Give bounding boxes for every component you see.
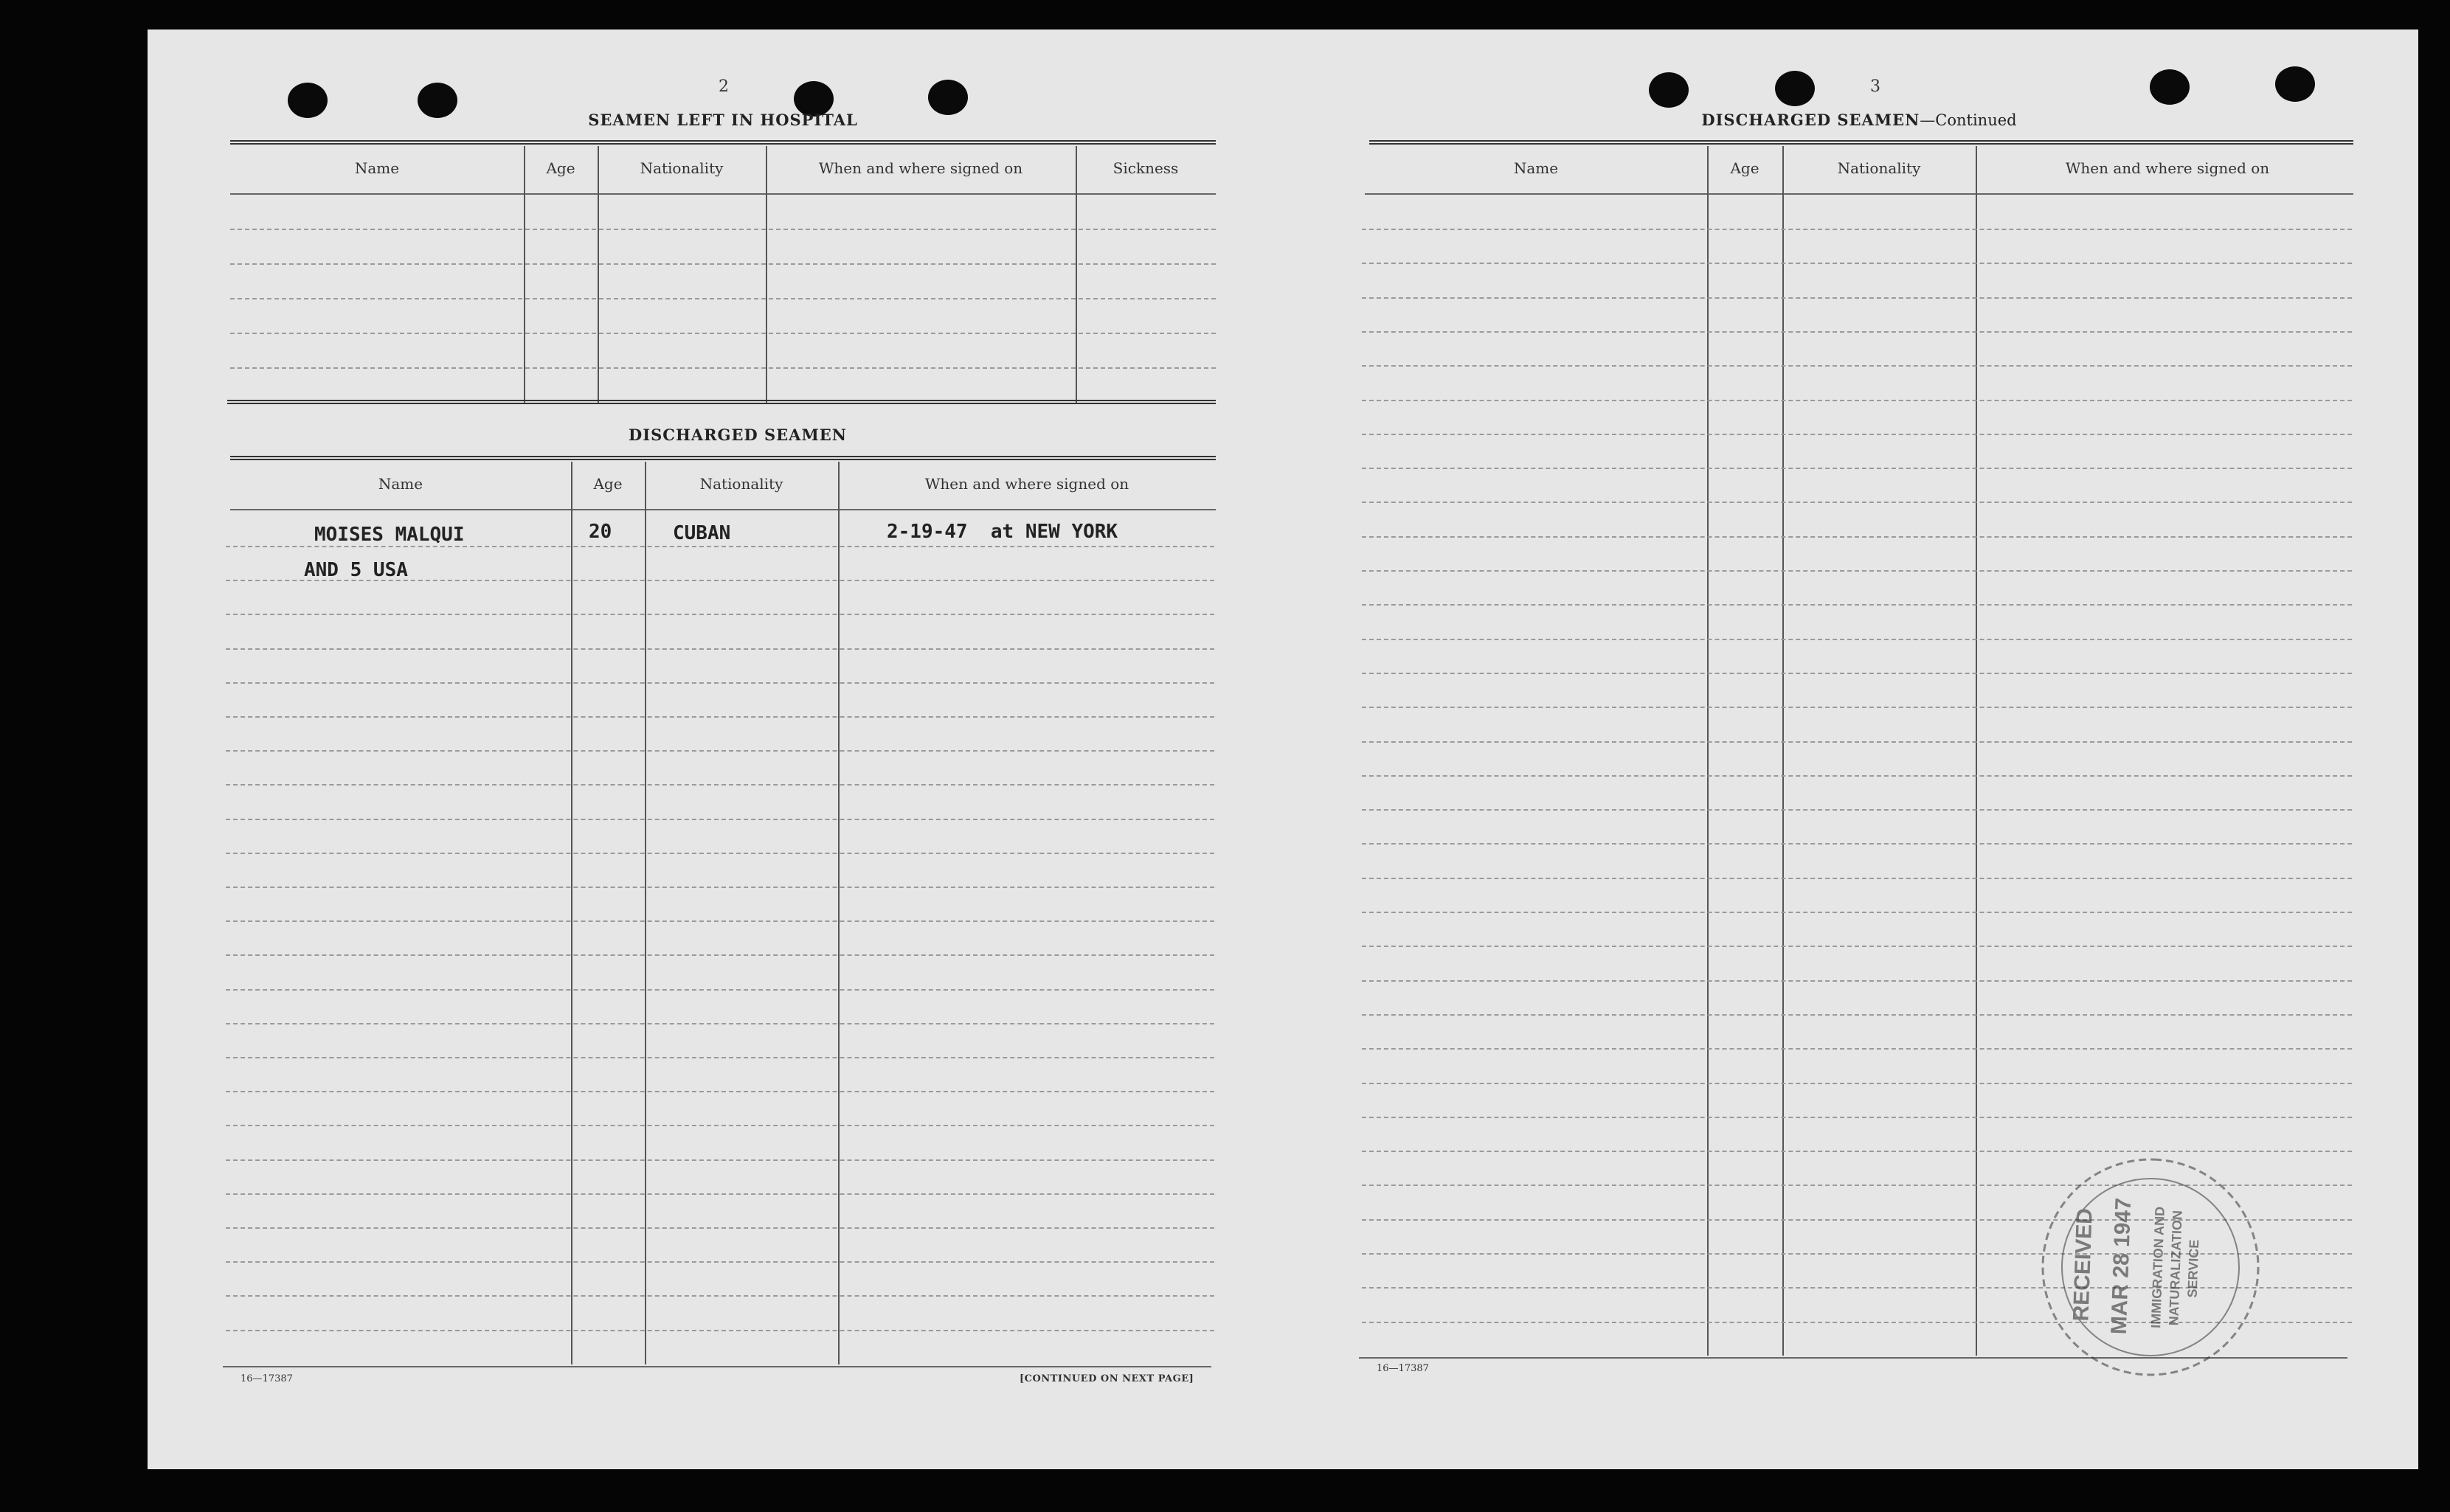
discharged-section-title: DISCHARGED SEAMEN: [629, 426, 847, 444]
discharged-row-line: [226, 1227, 1214, 1229]
discharged-row-line: [226, 648, 1214, 650]
right-row-line: [1362, 912, 2352, 913]
stamp-body-line-1: IMMIGRATION AND: [2148, 1206, 2167, 1329]
discharged-row-line: [226, 1057, 1214, 1058]
discharged-row-line: [226, 920, 1214, 922]
hospital-col-signed-on: When and where signed on: [818, 159, 1023, 177]
right-row-line: [1362, 297, 2352, 299]
hospital-col-divider: [598, 146, 599, 403]
discharged-col-name: Name: [378, 475, 423, 493]
hospital-header-rule: [230, 193, 1216, 195]
form-number-left: 16—17387: [240, 1373, 293, 1384]
right-table-top-rule: [1369, 140, 2353, 145]
hospital-table-top-rule: [230, 140, 1216, 145]
right-row-line: [1362, 365, 2352, 367]
right-row-line: [1362, 604, 2352, 606]
discharged-name-2: AND 5 USA: [304, 559, 408, 581]
right-row-line: [1362, 775, 2352, 777]
received-stamp: [2025, 1149, 2276, 1385]
right-row-line: [1362, 673, 2352, 674]
hospital-row-line: [230, 298, 1216, 299]
right-row-line: [1362, 400, 2352, 401]
punch-hole: [2275, 66, 2315, 102]
punch-hole: [1649, 72, 1689, 108]
continued-footnote: [CONTINUED ON NEXT PAGE]: [1020, 1373, 1194, 1384]
form-number-right: 16—17387: [1377, 1363, 1429, 1374]
right-row-line: [1362, 707, 2352, 708]
discharged-row-line: [226, 1159, 1214, 1161]
discharged-row-line: [226, 546, 1214, 547]
discharged-row-line: [226, 1023, 1214, 1024]
hospital-col-sickness: Sickness: [1112, 159, 1179, 177]
right-row-line: [1362, 229, 2352, 230]
right-row-line: [1362, 536, 2352, 538]
discharged-row-line: [226, 784, 1214, 786]
right-row-line: [1362, 1117, 2352, 1118]
hospital-col-divider: [524, 146, 525, 403]
discharged-header-rule: [230, 509, 1216, 510]
hospital-col-nationality: Nationality: [640, 159, 724, 177]
discharged-row-line: [226, 1091, 1214, 1092]
right-row-line: [1362, 639, 2352, 640]
right-col-age: Age: [1730, 159, 1759, 177]
discharged-continued-title: [1638, 111, 2080, 129]
right-row-line: [1362, 434, 2352, 435]
discharged-table-bottom-rule: [223, 1366, 1211, 1367]
punch-hole: [2150, 69, 2190, 105]
right-col-divider: [1707, 146, 1709, 1356]
discharged-row-line: [226, 614, 1214, 615]
right-row-line: [1362, 263, 2352, 264]
right-row-line: [1362, 1014, 2352, 1016]
right-row-line: [1362, 946, 2352, 947]
right-header-rule: [1365, 193, 2353, 195]
hospital-section-title: SEAMEN LEFT IN HOSPITAL: [588, 111, 858, 129]
stamp-date-text: MAR 28 1947: [2106, 1197, 2136, 1335]
hospital-col-divider: [1076, 146, 1077, 403]
right-col-divider: [1782, 146, 1784, 1356]
discharged-row-line: [226, 1295, 1214, 1297]
hospital-col-divider: [766, 146, 767, 403]
discharged-continued-title-suffix: —Continued: [1920, 111, 2017, 129]
hospital-table-bottom-rule: [227, 400, 1216, 404]
discharged-row-line: [226, 682, 1214, 684]
stamp-body-line-2: NATURALIZATION: [2166, 1210, 2185, 1326]
right-row-line: [1362, 468, 2352, 469]
discharged-col-divider: [838, 462, 840, 1364]
page-number-left: 2: [719, 77, 729, 96]
hospital-col-age: Age: [546, 159, 575, 177]
discharged-continued-title-main: DISCHARGED SEAMEN: [1701, 111, 1920, 129]
right-row-line: [1362, 741, 2352, 743]
discharged-name-1: MOISES MALQUI: [314, 524, 465, 546]
right-col-nationality: Nationality: [1837, 159, 1921, 177]
right-row-line: [1362, 1083, 2352, 1084]
discharged-col-divider: [645, 462, 646, 1364]
right-col-signed-on: When and where signed on: [2065, 159, 2270, 177]
right-col-name: Name: [1513, 159, 1559, 177]
hospital-row-line: [230, 367, 1216, 369]
right-row-line: [1362, 1048, 2352, 1050]
page-number-right: 3: [1870, 77, 1880, 96]
punch-hole: [288, 83, 328, 118]
discharged-col-signed-on: When and where signed on: [924, 475, 1129, 493]
right-row-line: [1362, 878, 2352, 879]
punch-hole: [418, 83, 457, 118]
right-row-line: [1362, 843, 2352, 845]
discharged-col-age: Age: [593, 475, 623, 493]
stamp-body-line-3: SERVICE: [2184, 1239, 2202, 1298]
discharged-row-line: [226, 954, 1214, 956]
discharged-row-line: [226, 1330, 1214, 1331]
discharged-row-line: [226, 819, 1214, 820]
discharged-age-1: 20: [589, 521, 612, 543]
right-row-line: [1362, 502, 2352, 503]
discharged-row-line: [226, 887, 1214, 888]
stamp-received-text: RECEIVED: [2069, 1207, 2097, 1322]
hospital-row-line: [230, 333, 1216, 334]
punch-hole: [928, 80, 968, 115]
right-row-line: [1362, 980, 2352, 982]
discharged-nationality-1: CUBAN: [673, 522, 731, 544]
discharged-table-top-rule: [230, 456, 1216, 460]
discharged-row-line: [226, 1125, 1214, 1126]
discharged-signed-on-1: 2-19-47 at NEW YORK: [887, 521, 1118, 543]
discharged-col-nationality: Nationality: [699, 475, 783, 493]
discharged-row-line: [226, 853, 1214, 854]
discharged-row-line: [226, 1261, 1214, 1263]
discharged-row-line: [226, 1193, 1214, 1195]
discharged-row-line: [226, 989, 1214, 991]
discharged-row-line: [226, 716, 1214, 718]
hospital-row-line: [230, 229, 1216, 230]
hospital-row-line: [230, 263, 1216, 265]
right-row-line: [1362, 570, 2352, 572]
punch-hole: [1775, 71, 1815, 106]
discharged-row-line: [226, 750, 1214, 752]
hospital-col-name: Name: [354, 159, 400, 177]
right-col-divider: [1976, 146, 1977, 1356]
right-row-line: [1362, 331, 2352, 333]
discharged-col-divider: [571, 462, 572, 1364]
right-row-line: [1362, 809, 2352, 811]
